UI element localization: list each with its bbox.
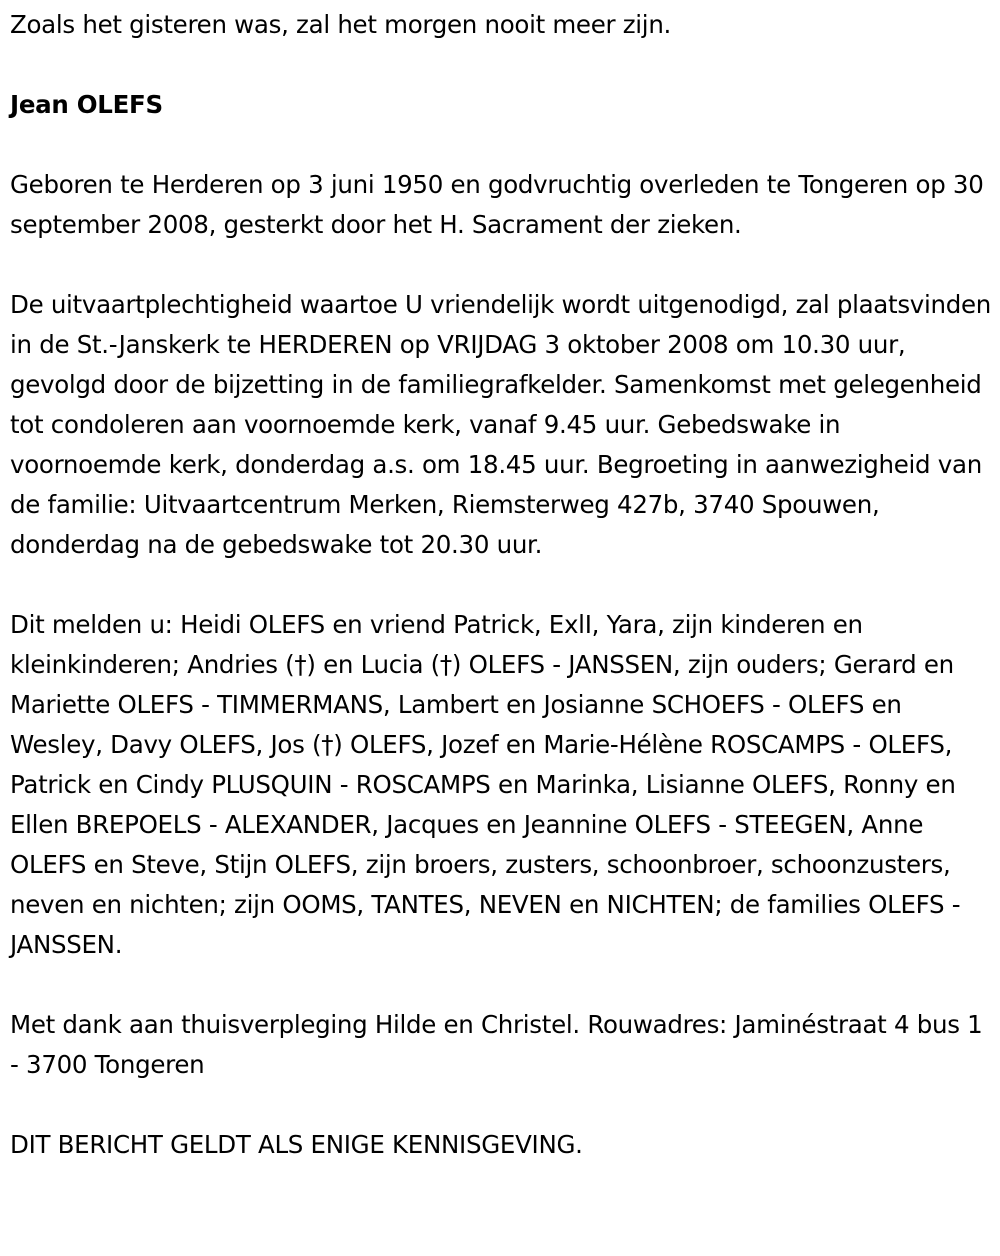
family-paragraph: Dit melden u: Heidi OLEFS en vriend Patrick, ExlI, Yara, zijn kinderen en kleinkinderen; Andries (†) en Lucia (†) OLEFS - JANSSEN, zijn ouders; Gerard en Mariette OLEFS - TIMMERMANS, Lambert en Josianne SCHOEFS - OLEFS en Wesley, Davy OLEFS, Jos (†) OLEFS, Jozef en Marie-Hélène ROSCAMPS - OLEFS, Patrick en Cindy PLUSQUIN - ROSCAMPS en Marinka, Lisianne OLEFS, Ronny en Ellen BREPOELS - ALEXANDER, Jacques en Jeannine OLEFS - STEEGEN, Anne OLEFS en Steve, Stijn OLEFS, zijn broers, zusters, schoonbroer, schoonzusters, neven en nichten; zijn OOMS, TANTES, NEVEN en NICHTEN; de families OLEFS - JANSSEN. <box>10 610 961 959</box>
motto: Zoals het gisteren was, zal het morgen nooit meer zijn. <box>10 10 672 39</box>
closing-line: DIT BERICHT GELDT ALS ENIGE KENNISGEVING. <box>10 1130 583 1159</box>
thanks-paragraph: Met dank aan thuisverpleging Hilde en Christel. Rouwadres: Jaminéstraat 4 bus 1 - 3700 Tongeren <box>10 1010 983 1079</box>
birth-death-paragraph: Geboren te Herderen op 3 juni 1950 en godvruchtig overleden te Tongeren op 30 september 2008, gesterkt door het H. Sacrament der zieken. <box>10 170 984 239</box>
deceased-name: Jean OLEFS <box>10 90 163 119</box>
funeral-paragraph: De uitvaartplechtigheid waartoe U vriendelijk wordt uitgenodigd, zal plaatsvinden in de St.-Janskerk te HERDEREN op VRIJDAG 3 oktober 2008 om 10.30 uur, gevolgd door de bijzetting in de familiegrafkelder. Samenkomst met gelegenheid tot condoleren aan voornoemde kerk, vanaf 9.45 uur. Gebedswake in voornoemde kerk, donderdag a.s. om 18.45 uur. Begroeting in aanwezigheid van de familie: Uitvaartcentrum Merken, Riemsterweg 427b, 3740 Spouwen, donderdag na de gebedswake tot 20.30 uur. <box>10 290 991 559</box>
death-notice <box>10 5 995 1165</box>
